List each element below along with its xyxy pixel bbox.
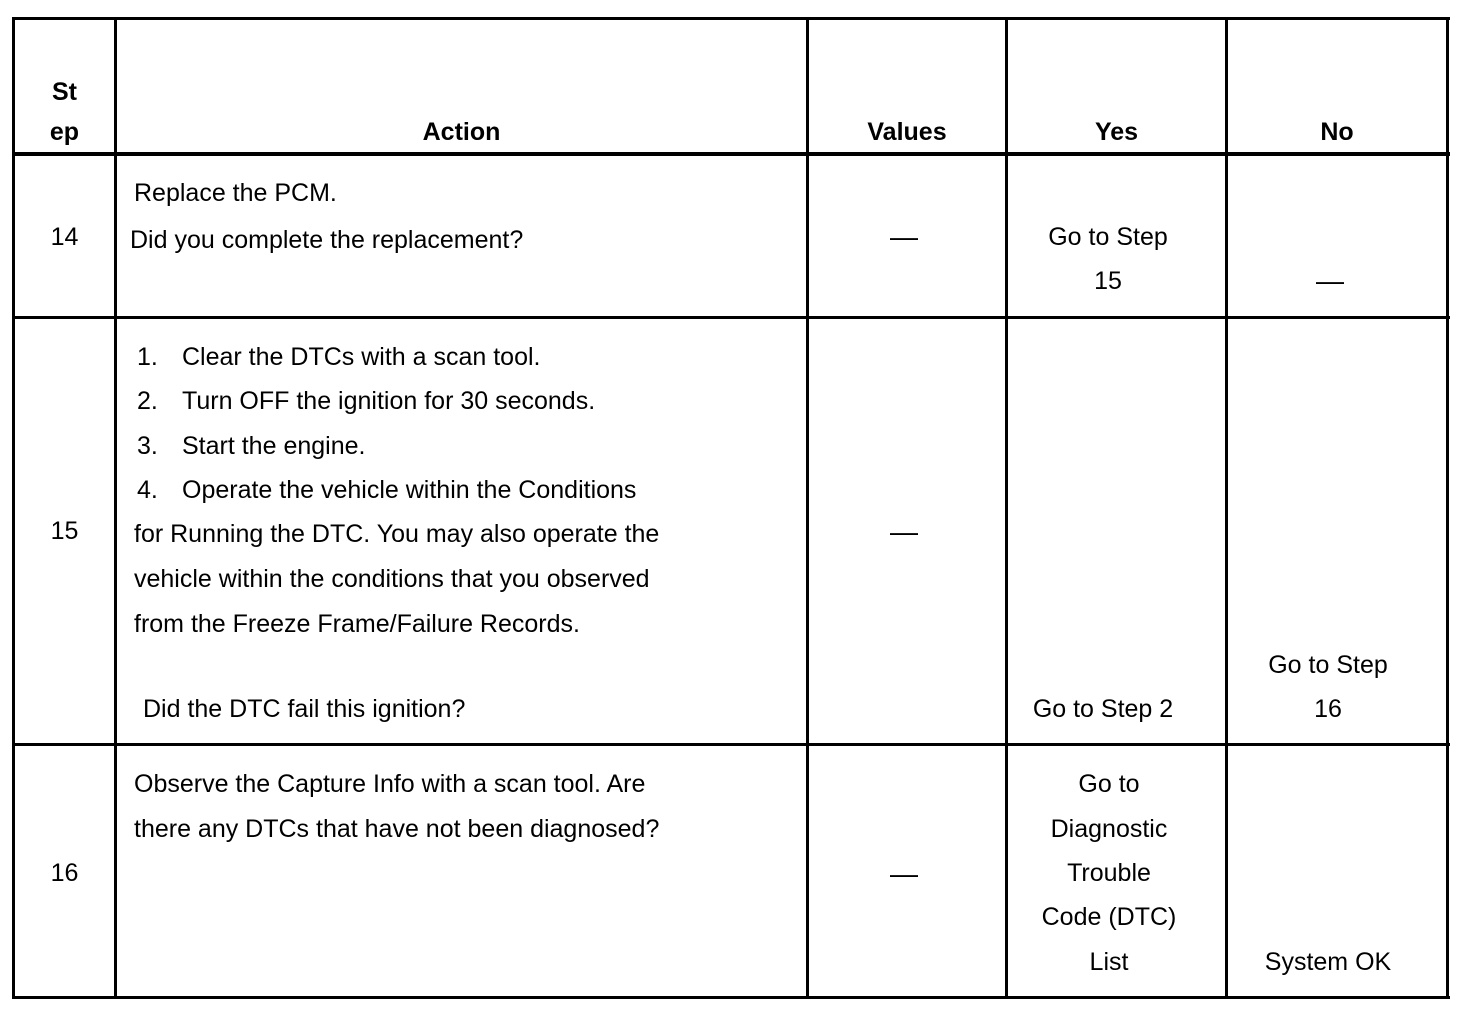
action-item-number: 1.: [137, 343, 158, 371]
action-item-text: Operate the vehicle within the Conditions: [182, 476, 637, 504]
no-result-line2: 16: [1314, 695, 1342, 723]
action-item-number: 2.: [137, 387, 158, 415]
row-divider-14: [12, 316, 1450, 319]
yes-result-line1: Go to: [1078, 770, 1140, 798]
header-step-line2: ep: [49, 118, 80, 146]
action-item-text: Clear the DTCs with a scan tool.: [182, 343, 541, 371]
yes-result-line5: List: [1089, 948, 1129, 976]
yes-result: Go to Step 2: [1032, 695, 1174, 723]
values-dash: —: [890, 516, 918, 547]
action-text: Replace the PCM.: [134, 179, 337, 207]
col-divider-yes: [1225, 17, 1228, 999]
header-divider: [12, 152, 1450, 156]
no-result-line1: Go to Step: [1268, 651, 1388, 679]
yes-result-line4: Code (DTC): [1041, 903, 1177, 931]
col-divider-step: [114, 17, 117, 999]
yes-result-line2: 15: [1094, 267, 1122, 295]
table-border-left: [12, 17, 15, 999]
action-text: Observe the Capture Info with a scan tool. Are: [134, 770, 646, 798]
header-no: No: [1320, 118, 1354, 146]
header-step-line1: St: [52, 78, 77, 106]
header-values: Values: [867, 118, 947, 146]
table-border-top: [12, 17, 1450, 20]
table-border-bottom: [12, 996, 1450, 999]
action-continuation: vehicle within the conditions that you observed: [134, 565, 650, 593]
col-divider-values: [1005, 17, 1008, 999]
action-continuation: from the Freeze Frame/Failure Records.: [134, 610, 580, 638]
action-item-text: Start the engine.: [182, 432, 366, 460]
no-result: System OK: [1264, 948, 1392, 976]
action-item-number: 3.: [137, 432, 158, 460]
step-number: 14: [50, 223, 79, 251]
table-border-right: [1446, 17, 1449, 999]
action-item-number: 4.: [137, 476, 158, 504]
action-question: Did the DTC fail this ignition?: [143, 695, 466, 723]
step-number: 16: [50, 859, 79, 887]
yes-result-line1: Go to Step: [1048, 223, 1168, 251]
row-divider-15: [12, 743, 1450, 746]
action-continuation: for Running the DTC. You may also operate the: [134, 520, 660, 548]
action-text: there any DTCs that have not been diagnosed?: [134, 815, 660, 843]
values-dash: —: [890, 221, 918, 252]
col-divider-action: [806, 17, 809, 999]
yes-result-line3: Trouble: [1067, 859, 1151, 887]
values-dash: —: [890, 858, 918, 889]
action-question: Did you complete the replacement?: [130, 226, 524, 254]
action-item-text: Turn OFF the ignition for 30 seconds.: [182, 387, 596, 415]
step-number: 15: [50, 517, 79, 545]
header-action: Action: [422, 118, 501, 146]
header-yes: Yes: [1094, 118, 1139, 146]
yes-result-line2: Diagnostic: [1050, 815, 1168, 843]
no-result-dash: —: [1316, 265, 1344, 296]
